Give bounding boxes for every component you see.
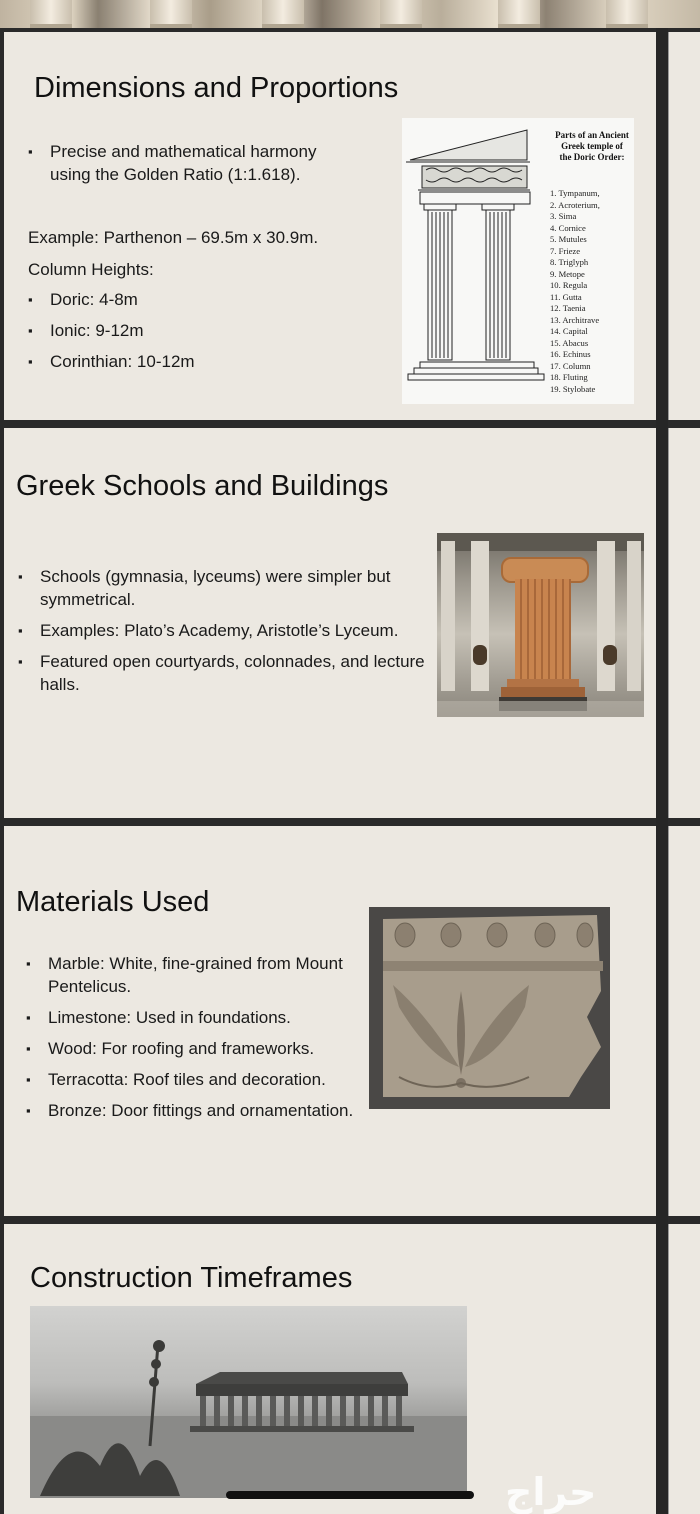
next-slide-peek[interactable] (668, 1224, 700, 1514)
slide-title: Materials Used (16, 886, 210, 918)
next-slide-peek[interactable] (668, 32, 700, 420)
part-label: 13. Architrave (550, 314, 600, 325)
list-item: ▪ Bronze: Door fittings and ornamentation. (26, 1099, 366, 1122)
part-label: 14. Capital (550, 326, 588, 336)
column-fragment (380, 0, 422, 28)
column-fragment (606, 0, 648, 28)
bullet-list (26, 952, 366, 1130)
diagram-caption: Parts of an Ancient Greek temple of the Doric Order: (555, 130, 629, 162)
list-item: ▪ Limestone: Used in foundations. (26, 1006, 366, 1029)
slide-materials[interactable] (4, 826, 656, 1216)
column-fragment (498, 0, 540, 28)
list-item: ▪ Precise and mathematical harmony using the Golden Ratio (1:1.618). (28, 140, 358, 186)
haraj-watermark: حراج (505, 1470, 597, 1514)
next-slide-peek[interactable] (668, 428, 700, 818)
column-fragment (150, 0, 192, 28)
list-item: ▪ Featured open courtyards, colonnades, and lecture halls. (18, 650, 428, 696)
list-item: ▪ Wood: For roofing and frameworks. (26, 1037, 366, 1060)
column-fragment (262, 0, 304, 28)
part-label: 8. Triglyph (550, 257, 589, 267)
example-text: Example: Parthenon – 69.5m x 30.9m. (28, 228, 319, 247)
list-item: ▪ Schools (gymnasia, lyceums) were simpler but symmetrical. (18, 565, 428, 611)
doric-order-diagram (402, 118, 634, 404)
slide-title: Dimensions and Proportions (34, 72, 399, 104)
temple-drawing (402, 118, 552, 404)
part-label: 19. Stylobate (550, 383, 596, 394)
home-indicator[interactable] (226, 1491, 474, 1499)
bullet-list (18, 565, 428, 704)
list-item: ▪ Corinthian: 10-12m (28, 350, 328, 373)
list-item: ▪ Examples: Plato’s Academy, Aristotle’s Lyceum. (18, 619, 428, 642)
part-label: 16. Echinus (550, 349, 591, 359)
scroll-divider (656, 28, 668, 1514)
temple-bw-photo (30, 1306, 467, 1498)
diagram-parts-list (550, 188, 600, 395)
list-item: ▪ Terracotta: Roof tiles and decoration. (26, 1068, 366, 1091)
part-label: 1. Tympanum, (550, 188, 600, 198)
column-heights-label: Column Heights: (28, 260, 154, 279)
relief-drawing (369, 907, 610, 1109)
relief-fragment-photo (369, 907, 610, 1109)
heights-list (28, 288, 328, 381)
part-label: 4. Cornice (550, 222, 586, 233)
list-item: ▪ Marble: White, fine-grained from Mount Pentelicus. (26, 952, 366, 998)
next-slide-peek[interactable] (668, 826, 700, 1216)
list-item: ▪ Ionic: 9-12m (28, 319, 328, 342)
top-slide-image-strip (0, 0, 700, 28)
part-label: 9. Metope (550, 268, 585, 279)
slide-greek-schools[interactable] (4, 428, 656, 818)
part-label: 15. Abacus (550, 337, 589, 348)
temple-photo-drawing (30, 1306, 467, 1498)
part-label: 2. Acroterium, (550, 199, 600, 210)
part-label: 10. Regula (550, 280, 588, 290)
bullet-list (28, 140, 358, 194)
slide-dimensions[interactable] (4, 32, 656, 420)
part-label: 12. Taenia (550, 303, 586, 313)
column-fragment (30, 0, 72, 28)
part-label: 5. Mutules (550, 234, 587, 244)
ionic-column-photo (437, 533, 644, 717)
list-item: ▪ Doric: 4-8m (28, 288, 328, 311)
part-label: 18. Fluting (550, 372, 588, 382)
part-label: 17. Column (550, 360, 591, 371)
part-label: 7. Frieze (550, 245, 581, 256)
part-label: 3. Sima (550, 211, 577, 221)
slide-title: Greek Schools and Buildings (16, 470, 389, 502)
part-label: 11. Gutta (550, 291, 582, 302)
slide-title: Construction Timeframes (30, 1262, 353, 1294)
